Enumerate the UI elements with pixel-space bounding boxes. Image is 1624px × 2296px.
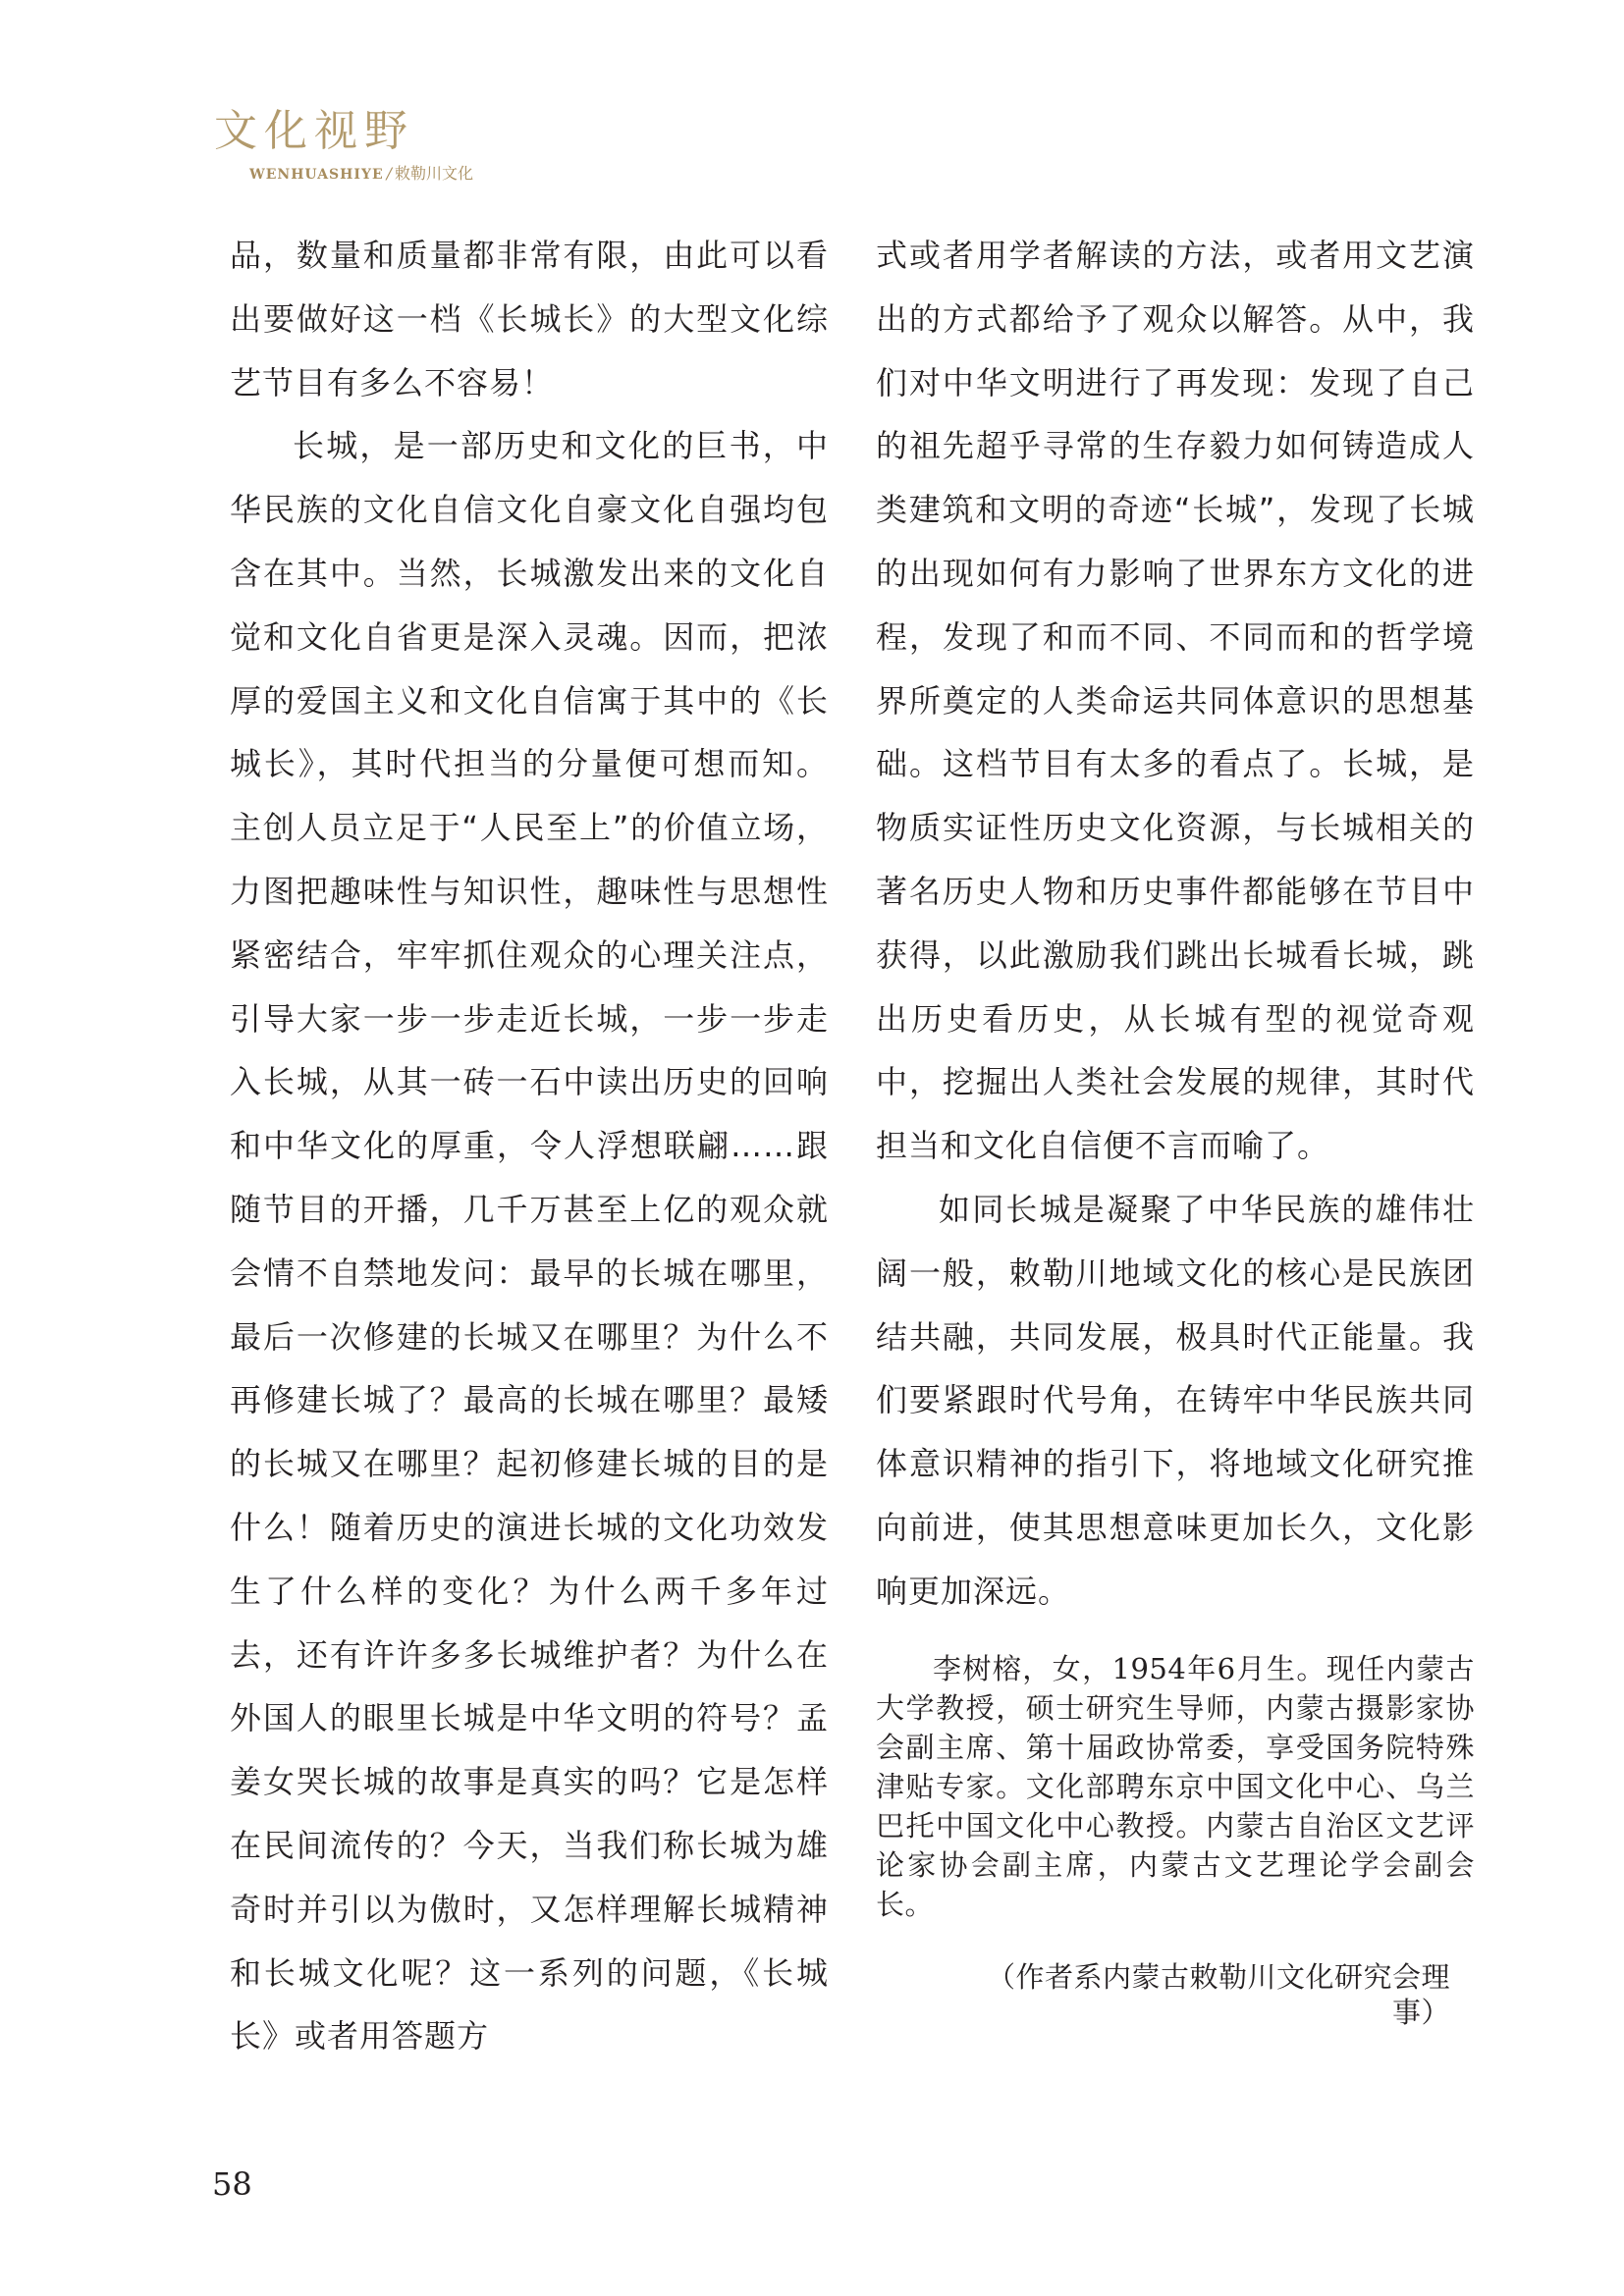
left-column [230, 224, 829, 2068]
page-number: 58 [212, 2165, 252, 2203]
left-paragraph-2: 长城，是一部历史和文化的巨书，中华民族的文化自信文化自豪文化自强均包含在其中。当然，长城激发出来的文化自觉和文化自省更是深入灵魂。因而，把浓厚的爱国主义和文化自信寓于其中的《长城长》，其时代担当的分量便可想而知。主创人员立足于“人民至上”的价值立场，力图把趣味性与知识性，趣味性与思想性紧密结合，牢牢抓住观众的心理关注点，引导大家一步一步走近长城，一步一步走入长城，从其一砖一石中读出历史的回响和中华文化的厚重，令人浮想联翩……跟随节目的开播，几千万甚至上亿的观众就会情不自禁地发问：最早的长城在哪里，最后一次修建的长城又在哪里？为什么不再修建长城了？最高的长城在哪里？最矮的长城又在哪里？起初修建长城的目的是什么！随着历史的演进长城的文化功效发生了什么样的变化？为什么两千多年过去，还有许许多多长城维护者？为什么在外国人的眼里长城是中华文明的符号？孟姜女哭长城的故事是真实的吗？它是怎样在民间流传的？今天，当我们称长城为雄奇时并引以为傲时，又怎样理解长城精神和长城文化呢？这一系列的问题，《长城长》或者用答题方 [230, 427, 829, 2056]
right-paragraph-2: 如同长城是凝聚了中华民族的雄伟壮阔一般，敕勒川地域文化的核心是民族团结共融，共同发展，极具时代正能量。我们要紧跟时代号角，在铸牢中华民族共同体意识精神的指引下，将地域文化研究推向前进，使其思想意味更加长久，文化影响更加深远。 [876, 1190, 1475, 1610]
right-column [876, 224, 1475, 2030]
left-paragraph-1: 品，数量和质量都非常有限，由此可以看出要做好这一档《长城长》的大型文化综艺节目有多么不容易！ [230, 237, 829, 401]
section-separator: / [386, 164, 393, 183]
right-paragraph-1: 式或者用学者解读的方法，或者用文艺演出的方式都给予了观众以解答。从中，我们对中华文明进行了再发现：发现了自己的祖先超乎寻常的生存毅力如何铸造成人类建筑和文明的奇迹“长城”，发现了长城的出现如何有力影响了世界东方文化的进程，发现了和而不同、不同而和的哲学境界所奠定的人类命运共同体意识的思想基础。这档节目有太多的看点了。长城，是物质实证性历史文化资源，与长城相关的著名历史人物和历史事件都能够在节目中获得，以此激励我们跳出长城看长城，跳出历史看历史，从长城有型的视觉奇观中，挖掘出人类社会发展的规律，其时代担当和文化自信便不言而喻了。 [876, 237, 1475, 1165]
page-header [214, 106, 474, 183]
author-bio: 李树榕，女，1954年6月生。现任内蒙古大学教授，硕士研究生导师，内蒙古摄影家协会副主席、第十届政协常委，享受国务院特殊津贴专家。文化部聘东京中国文化中心、乌兰巴托中国文化中心教授。内蒙古自治区文艺评论家协会副主席，内蒙古文艺理论学会副会长。 [876, 1651, 1475, 1921]
section-latin: WENHUASHIYE [249, 167, 384, 183]
section-title: 文化视野 [214, 106, 414, 156]
author-affiliation: （作者系内蒙古敕勒川文化研究会理事） [986, 1959, 1450, 2029]
section-subtitle [249, 166, 473, 182]
section-sub-title: 敕勒川文化 [395, 164, 474, 183]
